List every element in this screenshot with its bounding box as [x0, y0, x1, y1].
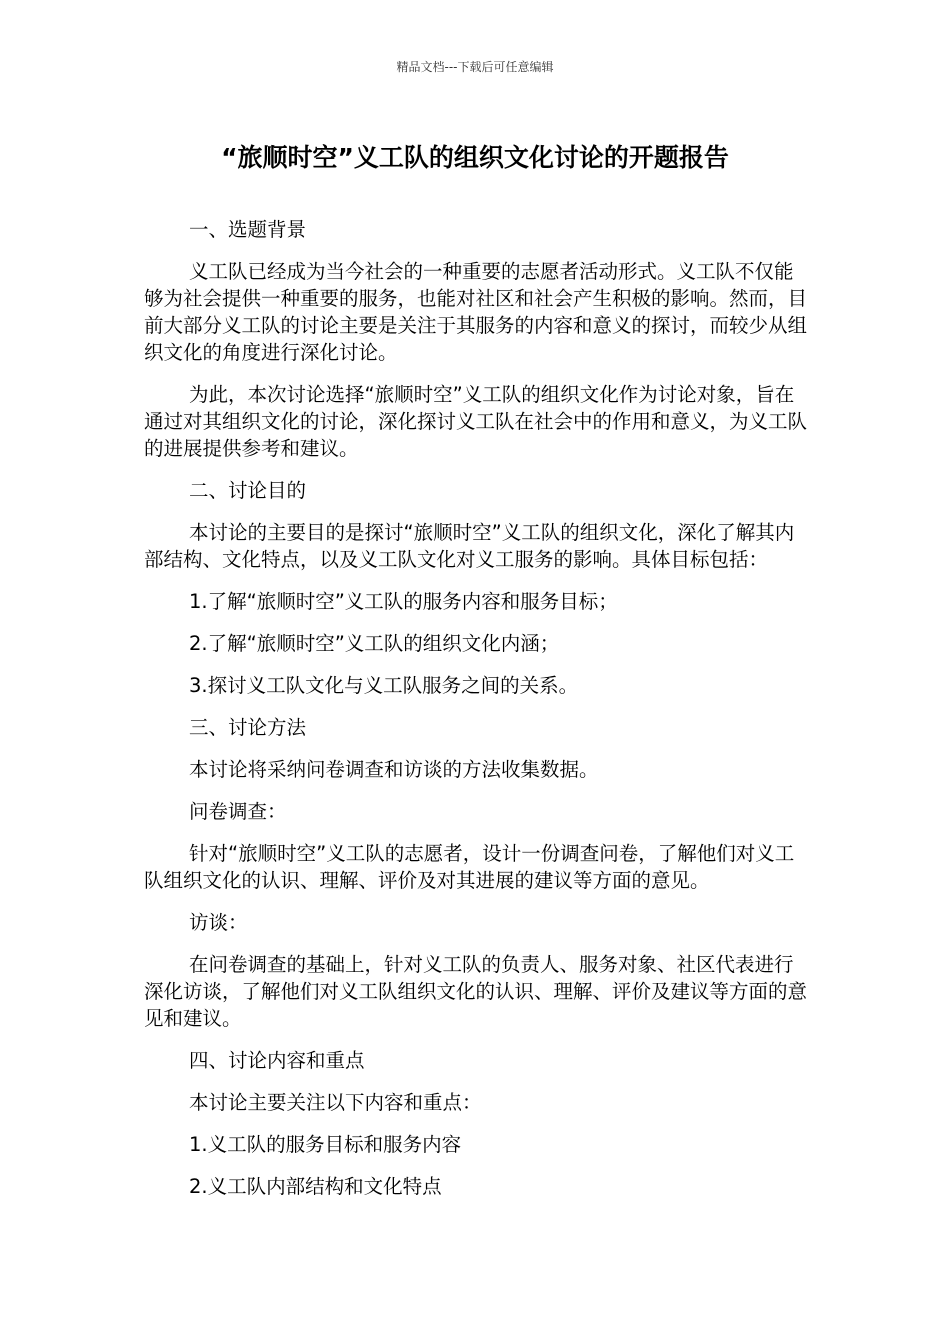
section-heading-purpose: 二、讨论目的 [189, 479, 307, 502]
list-item: 1.了解“旅顺时空”义工队的服务内容和服务目标； [189, 590, 618, 613]
section-heading-method: 三、讨论方法 [189, 716, 307, 739]
list-item: 2.了解“旅顺时空”义工队的组织文化内涵； [189, 632, 560, 655]
subheading-questionnaire: 问卷调查： [189, 800, 287, 823]
paragraph: 本讨论将采纳问卷调查和访谈的方法收集数据。 [189, 758, 599, 781]
document-title: “旅顺时空”义工队的组织文化讨论的开题报告 [221, 143, 729, 172]
list-item: 1.义工队的服务目标和服务内容 [189, 1133, 462, 1156]
paragraph: 本讨论的主要目的是探讨“旅顺时空”义工队的组织文化，深化了解其内部结构、文化特点，以及义工队文化对义工服务的影响。具体目标包括： [144, 521, 795, 571]
paragraph: 针对“旅顺时空”义工队的志愿者，设计一份调查问卷，了解他们对义工队组织文化的认识、理解、评价及对其进展的建议等方面的意见。 [144, 842, 795, 892]
paragraph: 为此，本次讨论选择“旅顺时空”义工队的组织文化作为讨论对象，旨在通过对其组织文化的讨论，深化探讨义工队在社会中的作用和意义，为义工队的进展提供参考和建议。 [144, 383, 808, 460]
list-item: 3.探讨义工队文化与义工队服务之间的关系。 [189, 674, 579, 697]
section-heading-background: 一、选题背景 [189, 218, 307, 241]
page-header: 精品文档---下载后可任意编辑 [396, 60, 554, 74]
document-body [144, 216, 810, 1215]
list-item: 2.义工队内部结构和文化特点 [189, 1175, 442, 1198]
section-heading-content: 四、讨论内容和重点 [189, 1049, 365, 1072]
paragraph: 本讨论主要关注以下内容和重点： [189, 1091, 482, 1114]
subheading-interview: 访谈： [189, 911, 248, 934]
paragraph: 义工队已经成为当今社会的一种重要的志愿者活动形式。义工队不仅能够为社会提供一种重要的服务，也能对社区和社会产生积极的影响。然而，目前大部分义工队的讨论主要是关注于其服务的内容和意义的探讨，而较少从组织文化的角度进行深化讨论。 [144, 260, 808, 364]
paragraph: 在问卷调查的基础上，针对义工队的负责人、服务对象、社区代表进行深化访谈，了解他们对义工队组织文化的认识、理解、评价及建议等方面的意见和建议。 [144, 953, 808, 1030]
